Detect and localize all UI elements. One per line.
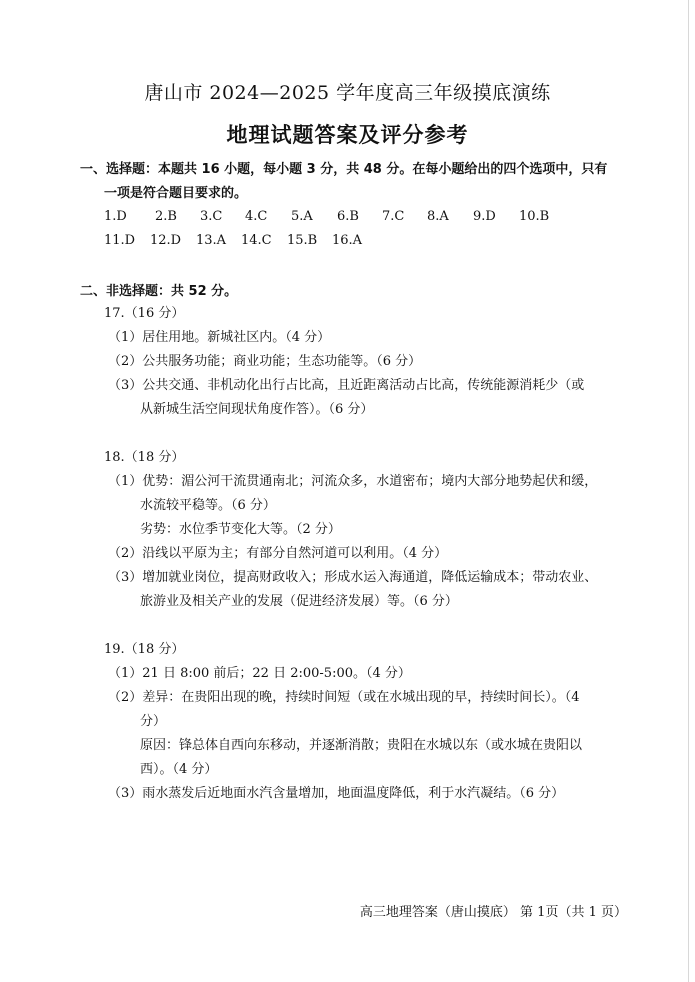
answer-item: 7.C bbox=[382, 209, 405, 224]
answer-item: 9.D bbox=[473, 209, 496, 224]
section1-heading-line1: 一、选择题：本题共 16 小题，每小题 3 分，共 48 分。在每小题给出的四个选项中，只有 bbox=[80, 162, 608, 177]
q18-header: 18.（18 分） bbox=[104, 450, 185, 465]
answer-item: 1.D bbox=[104, 209, 127, 224]
answer-item: 16.A bbox=[332, 233, 363, 248]
q17-header: 17.（16 分） bbox=[104, 306, 185, 321]
q19-line: （2）差异：在贵阳出现的晚，持续时间短（或在水城出现的早，持续时间长）。（4 bbox=[108, 690, 580, 705]
q18-line: 水流较平稳等。（6 分） bbox=[140, 498, 276, 513]
answer-item: 11.D bbox=[104, 233, 136, 248]
answer-item: 12.D bbox=[150, 233, 182, 248]
page-footer: 高三地理答案（唐山摸底） 第 1页（共 1 页） bbox=[359, 905, 627, 920]
answer-item: 4.C bbox=[245, 209, 268, 224]
q18-line: 旅游业及相关产业的发展（促进经济发展）等。（6 分） bbox=[140, 594, 458, 609]
q19-line: （1）21 日 8:00 前后；22 日 2:00-5:00。（4 分） bbox=[108, 666, 411, 681]
answer-item: 5.A bbox=[291, 209, 313, 224]
document-subtitle: 地理试题答案及评分参考 bbox=[226, 123, 469, 147]
answer-item: 8.A bbox=[427, 209, 449, 224]
q19-line: 原因：锋总体自西向东移动，并逐渐消散；贵阳在水城以东（或水城在贵阳以 bbox=[140, 738, 583, 753]
document-title: 唐山市 2024—2025 学年度高三年级摸底演练 bbox=[144, 82, 551, 104]
answer-item: 13.A bbox=[196, 233, 227, 248]
answer-item: 3.C bbox=[200, 209, 223, 224]
answer-item: 14.C bbox=[241, 233, 272, 248]
q17-line: （3）公共交通、非机动化出行占比高，且近距离活动占比高，传统能源消耗少（或 bbox=[108, 378, 585, 393]
q19-line: （3）雨水蒸发后近地面水汽含量增加，地面温度降低，利于水汽凝结。（6 分） bbox=[108, 786, 565, 801]
q17-line: （1）居住用地。新城社区内。（4 分） bbox=[108, 330, 331, 345]
section1-heading-line2: 一项是符合题目要求的。 bbox=[104, 186, 248, 201]
answer-item: 10.B bbox=[519, 209, 550, 224]
q19-line: 分） bbox=[140, 714, 167, 729]
q18-line: （1）优势：湄公河干流贯通南北；河流众多，水道密布；境内大部分地势起伏和缓， bbox=[108, 474, 598, 489]
q17-line: 从新城生活空间现状角度作答）。（6 分） bbox=[140, 402, 374, 417]
section2-heading: 二、非选择题：共 52 分。 bbox=[80, 284, 238, 299]
q18-line: 劣势：水位季节变化大等。（2 分） bbox=[140, 522, 341, 537]
q19-header: 19.（18 分） bbox=[104, 642, 185, 657]
q17-line: （2）公共服务功能；商业功能；生态功能等。（6 分） bbox=[108, 354, 422, 369]
q18-line: （2）沿线以平原为主；有部分自然河道可以利用。（4 分） bbox=[108, 546, 448, 561]
q18-line: （3）增加就业岗位，提高财政收入；形成水运入海通道，降低运输成本；带动农业、 bbox=[108, 570, 598, 585]
answer-item: 6.B bbox=[337, 209, 359, 224]
q19-line: 西）。（4 分） bbox=[140, 762, 218, 777]
answer-item: 2.B bbox=[155, 209, 177, 224]
answer-item: 15.B bbox=[287, 233, 318, 248]
